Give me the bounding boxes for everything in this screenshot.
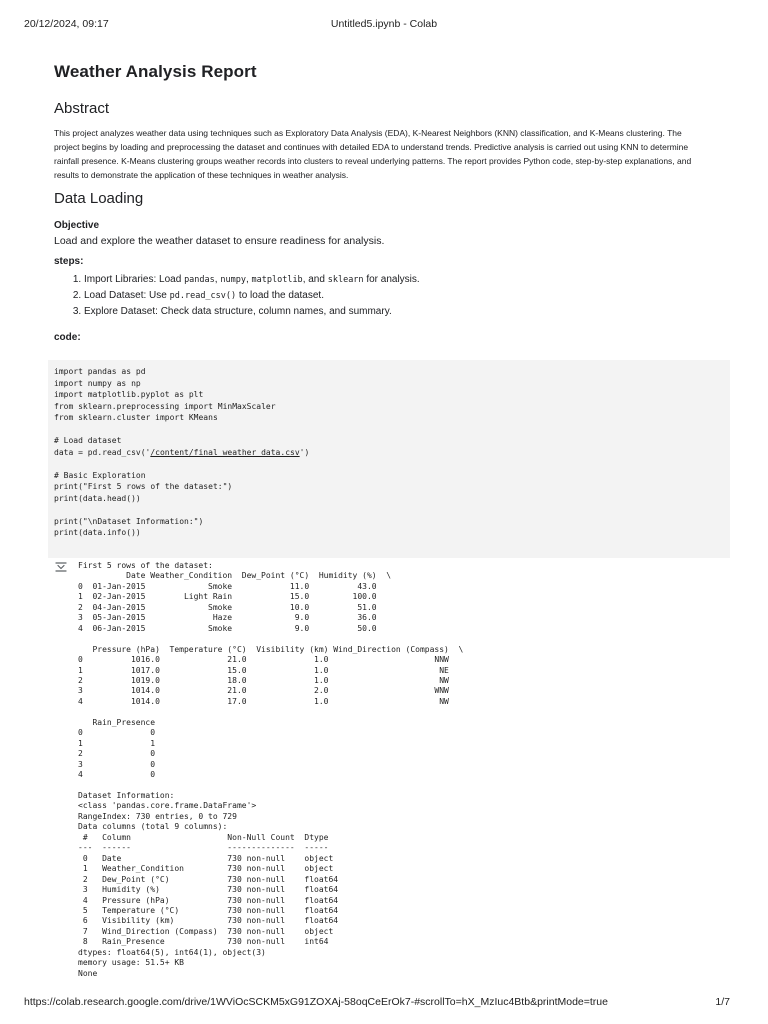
cell-output xyxy=(78,561,718,979)
steps-list xyxy=(54,272,420,320)
step-separator: , xyxy=(245,274,252,285)
code-text: import pandas as pd import numpy as np import matplotlib.pyplot as plt from sklearn.preprocessing import MinMaxScaler from sklearn.cluster import KMeans # Load dataset data = pd.read_csv(' xyxy=(54,367,276,457)
abstract-paragraph: This project analyzes weather data using techniques such as Exploratory Data Analysis (EDA), K-Nearest Neighbors (KNN) classification, and K-Means clustering. The project begins by loading and preprocessing the dataset and continues with detailed EDA to understand trends. Predictive analysis is carried out using KNN to determine rainfall presence. K-Means clustering groups weather records into clusters to reveal underlying patterns. The report provides Python code, step-by-step explanations, and results to demonstrate the application of these techniques in weather analysis. xyxy=(54,128,692,180)
code-cell[interactable] xyxy=(48,360,730,558)
abstract-heading: Abstract xyxy=(54,100,110,117)
code-editor[interactable] xyxy=(48,360,730,545)
report-title: Weather Analysis Report xyxy=(54,62,257,81)
code-text: ') # Basic Exploration print("First 5 rows of the dataset:") print(data.head()) print("\nDataset Information:") print(data.info()) xyxy=(54,447,310,537)
step-text: Load Dataset: Use xyxy=(84,290,170,301)
step-item xyxy=(84,304,420,320)
step-text: Import Libraries: Load xyxy=(84,274,185,285)
data-loading-heading: Data Loading xyxy=(54,190,144,207)
print-footer xyxy=(24,996,744,1010)
step-text: Explore Dataset: Check data structure, column names, and summary. xyxy=(84,306,392,317)
code-label: code: xyxy=(54,332,81,343)
print-page-number: 1/7 xyxy=(715,996,730,1008)
print-url: https://colab.research.google.com/drive/1WViOcSCKM5xG91ZOXAj-58oqCeErOk7-#scrollTo=hX_MzIuc4Btb&printMode=true xyxy=(24,996,608,1008)
objective-label: Objective xyxy=(54,220,100,231)
steps-label: steps: xyxy=(54,256,84,267)
inline-code: numpy xyxy=(220,275,246,285)
objective-text: Load and explore the weather dataset to ensure readiness for analysis. xyxy=(54,235,385,247)
step-text: for analysis. xyxy=(363,274,420,285)
csv-path-link[interactable]: /content/final_weather_data.csv xyxy=(150,447,300,457)
step-text: to load the dataset. xyxy=(236,290,324,301)
output-text: First 5 rows of the dataset: Date Weather_Condition Dew_Point (°C) Humidity (%) \ 0 01-Jan-2015 Smoke 11.0 43.0 1 02-Jan-2015 Light Rain 15.0 100.0 2 04-Jan-2015 Smoke 10.0 51.0 3 05-Jan-2015 Haze 9.0 36.0 4 06-Jan-2015 Smoke 9.0 50.0 Pressure (hPa) Temperature (°C) Visibility (km) Wind_Direction (Compass) \ 0 1016.0 21.0 1.0 NNW 1 1017.0 15.0 1.0 NE 2 1019.0 18.0 1.0 NW 3 1014.0 21.0 2.0 WNW 4 1014.0 17.0 1.0 NW Rain_Presence 0 0 1 1 2 0 3 0 4 0 Dataset Information: <class 'pandas.core.frame.DataFrame'> RangeIndex: 730 entries, 0 to 729 Data columns (total 9 columns): # Column Non-Null Count Dtype --- ------ -------------- ----- 0 Date 730 non-null object 1 Weather_Condition 730 non-null object 2 Dew_Point (°C) 730 non-null float64 3 Humidity (%) 730 non-null float64 4 Pressure (hPa) 730 non-null float64 5 Temperature (°C) 730 non-null float64 6 Visibility (km) 730 non-null float64 7 Wind_Direction (Compass) 730 non-null object 8 Rain_Presence 730 non-null int64 dtypes: float64(5), int64(1), object(3) memory usage: 51.5+ KB None xyxy=(78,561,464,978)
notebook-content xyxy=(54,58,732,343)
step-separator: , xyxy=(214,274,221,285)
print-datetime: 20/12/2024, 09:17 xyxy=(24,18,109,30)
inline-code: pd.read_csv() xyxy=(169,291,237,301)
inline-code: matplotlib xyxy=(251,275,303,285)
inline-code: sklearn xyxy=(327,275,364,285)
step-text: , and xyxy=(302,274,328,285)
print-page-title: Untitled5.ipynb - Colab xyxy=(330,18,438,30)
inline-code: pandas xyxy=(184,275,215,285)
output-toggle-icon[interactable] xyxy=(54,562,68,572)
print-header xyxy=(24,18,744,32)
step-item xyxy=(84,288,420,304)
step-item xyxy=(84,272,420,288)
